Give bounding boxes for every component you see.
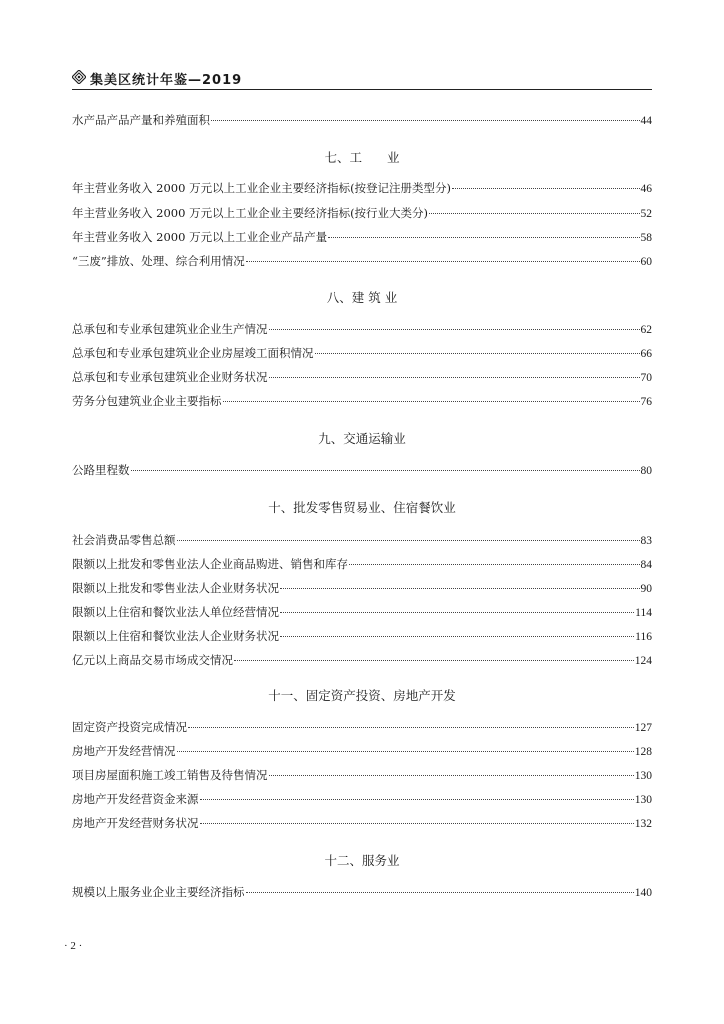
toc-entry-title: 规模以上服务业企业主要经济指标 bbox=[72, 885, 245, 899]
toc-entry-page: 76 bbox=[640, 396, 652, 408]
toc-entry-page: 128 bbox=[634, 746, 652, 758]
toc-entry-page: 58 bbox=[640, 232, 652, 244]
dot-leader bbox=[188, 727, 634, 728]
dot-leader bbox=[280, 612, 634, 613]
toc-entry[interactable] bbox=[72, 719, 652, 735]
dot-leader bbox=[234, 660, 634, 661]
toc-entry-title: 水产品产品产量和养殖面积 bbox=[72, 113, 210, 127]
toc-entry[interactable] bbox=[72, 556, 652, 572]
dot-leader bbox=[211, 120, 640, 121]
dot-leader bbox=[200, 799, 634, 800]
toc-entry-title: 限额以上住宿和餐饮业法人单位经营情况 bbox=[72, 605, 279, 619]
toc-entry[interactable] bbox=[72, 112, 652, 128]
dot-leader bbox=[131, 470, 640, 471]
page-header bbox=[72, 68, 652, 90]
dot-leader bbox=[269, 377, 640, 378]
toc-entry-page: 62 bbox=[640, 324, 652, 336]
toc-entry[interactable] bbox=[72, 462, 652, 478]
toc-entry[interactable] bbox=[72, 205, 652, 221]
toc-entry[interactable] bbox=[72, 815, 652, 831]
dot-leader bbox=[269, 775, 634, 776]
toc-entry-title: 社会消费品零售总额 bbox=[72, 533, 176, 547]
dot-leader bbox=[246, 892, 634, 893]
page-number: · 2 · bbox=[64, 940, 83, 952]
dot-leader bbox=[269, 329, 640, 330]
dot-leader bbox=[223, 401, 640, 402]
dot-leader bbox=[246, 261, 640, 262]
toc-entry[interactable] bbox=[72, 180, 652, 196]
toc-entry-title: 固定资产投资完成情况 bbox=[72, 720, 187, 734]
toc-entry[interactable] bbox=[72, 652, 652, 668]
toc-entry[interactable] bbox=[72, 393, 652, 409]
yearbook-title: 集美区统计年鉴—2019 bbox=[90, 73, 243, 88]
dot-leader bbox=[315, 353, 640, 354]
toc-entry-title: 年主营业务收入 2000 万元以上工业企业主要经济指标(按行业大类分) bbox=[72, 206, 429, 220]
dot-leader bbox=[328, 237, 639, 238]
toc-entry-title: 房地产开发经营情况 bbox=[72, 744, 176, 758]
section-title-investment: 十一、固定资产投资、房地产开发 bbox=[268, 688, 456, 703]
dot-leader bbox=[200, 823, 634, 824]
toc-entry-title: 总承包和专业承包建筑业企业生产情况 bbox=[72, 322, 268, 336]
toc-entry-title: 房地产开发经营资金来源 bbox=[72, 792, 199, 806]
toc-entry[interactable] bbox=[72, 532, 652, 548]
toc-entry-page: 84 bbox=[640, 559, 652, 571]
toc-entry[interactable] bbox=[72, 884, 652, 900]
dot-leader bbox=[429, 213, 639, 214]
toc-entry-page: 130 bbox=[634, 770, 652, 782]
toc-entry[interactable] bbox=[72, 791, 652, 807]
toc-entry-page: 46 bbox=[640, 183, 652, 195]
toc-entry-title: 劳务分包建筑业企业主要指标 bbox=[72, 394, 222, 408]
toc-entry[interactable] bbox=[72, 253, 652, 269]
toc-entry[interactable] bbox=[72, 580, 652, 596]
toc-entry-page: 140 bbox=[634, 887, 652, 899]
toc-entry-page: 124 bbox=[634, 655, 652, 667]
dot-leader bbox=[280, 636, 634, 637]
toc-entry-page: 70 bbox=[640, 372, 652, 384]
toc-entry-title: 限额以上批发和零售业法人企业财务状况 bbox=[72, 581, 279, 595]
toc-entry-title: 限额以上批发和零售业法人企业商品购进、销售和库存 bbox=[72, 557, 348, 571]
diamond-icon bbox=[72, 70, 86, 84]
header-rule bbox=[72, 89, 652, 90]
section-title-industry: 七、工 业 bbox=[324, 150, 400, 165]
toc-entry-title: 项目房屋面积施工竣工销售及待售情况 bbox=[72, 768, 268, 782]
toc-entry-page: 90 bbox=[640, 583, 652, 595]
toc-entry-page: 130 bbox=[634, 794, 652, 806]
toc-entry-title: “三废”排放、处理、综合利用情况 bbox=[72, 254, 245, 268]
dot-leader bbox=[280, 588, 640, 589]
toc-entry-title: 限额以上住宿和餐饮业法人企业财务状况 bbox=[72, 629, 279, 643]
toc-entry[interactable] bbox=[72, 743, 652, 759]
section-title-services: 十二、服务业 bbox=[324, 853, 400, 868]
dot-leader bbox=[177, 751, 634, 752]
toc-entry-page: 116 bbox=[635, 631, 652, 643]
toc-entry-page: 80 bbox=[640, 465, 652, 477]
dot-leader bbox=[452, 188, 639, 189]
toc-entry[interactable] bbox=[72, 321, 652, 337]
toc-entry-title: 总承包和专业承包建筑业企业房屋竣工面积情况 bbox=[72, 346, 314, 360]
section-title-transport: 九、交通运输业 bbox=[318, 431, 406, 446]
toc-entry-page: 52 bbox=[640, 208, 652, 220]
toc-entry-title: 年主营业务收入 2000 万元以上工业企业产品产量 bbox=[72, 230, 328, 244]
section-title-trade: 十、批发零售贸易业、住宿餐饮业 bbox=[268, 500, 456, 515]
toc-entry-page: 83 bbox=[640, 535, 652, 547]
dot-leader bbox=[349, 564, 640, 565]
toc-entry[interactable] bbox=[72, 229, 652, 245]
toc-entry[interactable] bbox=[72, 628, 652, 644]
toc-entry[interactable] bbox=[72, 767, 652, 783]
section-title-construction: 八、建 筑 业 bbox=[326, 290, 398, 305]
toc-entry-page: 114 bbox=[635, 607, 652, 619]
toc-entry-title: 亿元以上商品交易市场成交情况 bbox=[72, 653, 233, 667]
toc-entry-title: 年主营业务收入 2000 万元以上工业企业主要经济指标(按登记注册类型分) bbox=[72, 181, 452, 195]
toc-entry-page: 60 bbox=[640, 256, 652, 268]
toc-entry-page: 127 bbox=[634, 722, 652, 734]
toc-entry[interactable] bbox=[72, 345, 652, 361]
toc-entry-title: 房地产开发经营财务状况 bbox=[72, 816, 199, 830]
toc-entry-title: 公路里程数 bbox=[72, 463, 130, 477]
toc-entry[interactable] bbox=[72, 604, 652, 620]
toc-entry[interactable] bbox=[72, 369, 652, 385]
dot-leader bbox=[177, 540, 640, 541]
toc-entry-page: 66 bbox=[640, 348, 652, 360]
toc-entry-page: 44 bbox=[640, 115, 652, 127]
toc-entry-page: 132 bbox=[634, 818, 652, 830]
toc-entry-title: 总承包和专业承包建筑业企业财务状况 bbox=[72, 370, 268, 384]
